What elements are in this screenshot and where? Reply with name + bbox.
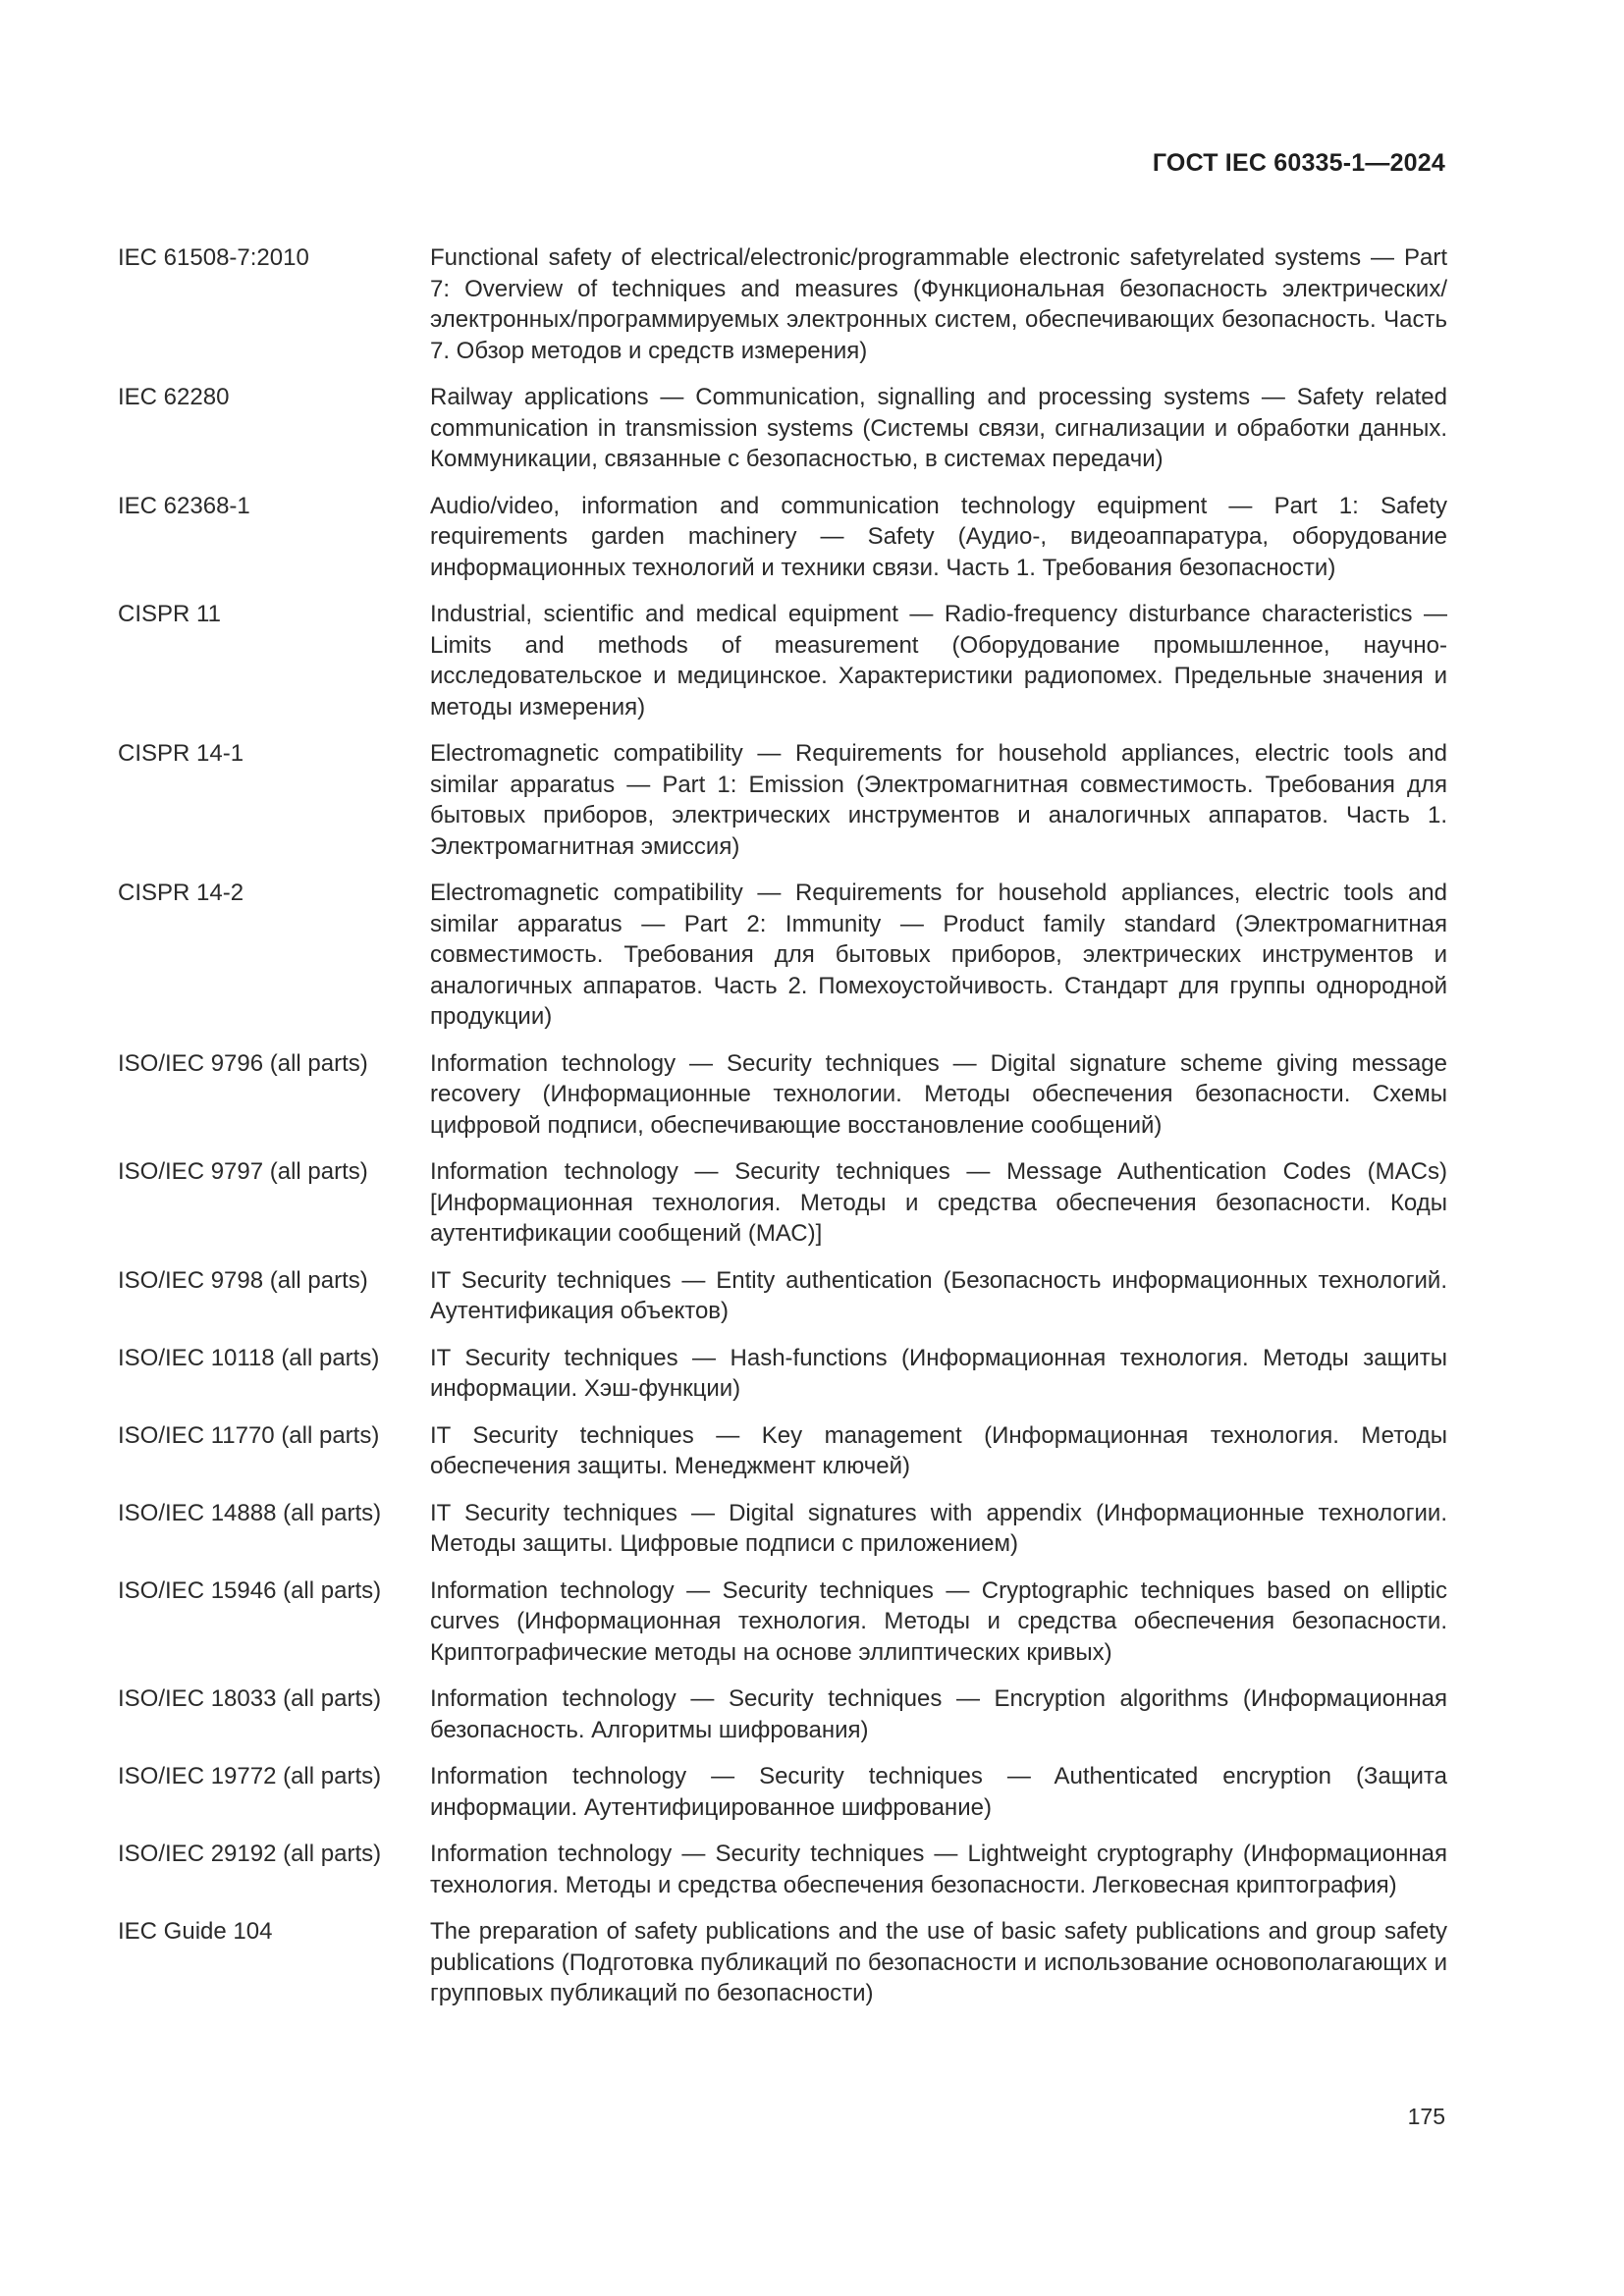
- reference-entry: [118, 1683, 1447, 1745]
- reference-code: CISPR 11: [118, 601, 221, 627]
- document-header: ГОСТ IEC 60335-1—2024: [1152, 149, 1445, 177]
- reference-code: ISO/IEC 29192 (all parts): [118, 1841, 382, 1867]
- reference-code: ISO/IEC 11770 (all parts): [118, 1421, 380, 1449]
- reference-code: ISO/IEC 9798 (all parts): [118, 1266, 368, 1294]
- reference-entry: [118, 242, 1447, 366]
- reference-code: ISO/IEC 9796 (all parts): [118, 1049, 368, 1077]
- reference-description: Information technology — Security techniques — Message Authentication Codes (MACs) [Информационная технология. Методы и средства обеспечения безопасности. Коды аутентификации сообщений (МАС)]: [430, 1158, 1447, 1247]
- reference-entry: [118, 1761, 1447, 1823]
- reference-code: IEC Guide 104: [118, 1918, 273, 1945]
- reference-code: IEC 62368-1: [118, 492, 250, 519]
- reference-code: CISPR 14-1: [118, 740, 244, 767]
- reference-description: IT Security techniques — Key management (Информационная технология. Методы обеспечения защиты. Менеджмент ключей): [430, 1421, 1447, 1479]
- reference-description: Audio/video, information and communication technology equipment — Part 1: Safety requirements garden machinery — Safety (Аудио-, видеоаппаратура, оборудование информационных технологий и техники связи. Часть 1. Требования безопасности): [430, 492, 1447, 581]
- reference-description: Information technology — Security techniques — Cryptographic techniques based on elliptic curves (Информационная технология. Методы и средства обеспечения безопасности. Криптографические методы на основе эллиптических кривых): [430, 1576, 1447, 1666]
- reference-entry: [118, 599, 1447, 722]
- reference-code: ISO/IEC 10118 (all parts): [118, 1344, 380, 1371]
- bibliography-list: [118, 242, 1447, 2025]
- reference-description: IT Security techniques — Entity authentication (Безопасность информационных технологий. Аутентификация объектов): [430, 1266, 1447, 1324]
- reference-description: Industrial, scientific and medical equipment — Radio-frequency disturbance characteristics — Limits and methods of measurement (Оборудование промышленное, научно-исследовательское и медицинское. Характеристики радиопомех. Предельные значения и методы измерения): [430, 601, 1447, 721]
- reference-entry: [118, 1420, 1447, 1482]
- reference-code: ISO/IEC 19772 (all parts): [118, 1763, 382, 1789]
- reference-code: ISO/IEC 14888 (all parts): [118, 1499, 382, 1526]
- reference-entry: [118, 1343, 1447, 1405]
- reference-code: ISO/IEC 18033 (all parts): [118, 1685, 382, 1712]
- reference-entry: [118, 1498, 1447, 1560]
- reference-entry: [118, 1916, 1447, 2009]
- reference-description: Electromagnetic compatibility — Requirements for household appliances, electric tools and similar apparatus — Part 1: Emission (Электромагнитная совместимость. Требования для бытовых приборов, электрических инструментов и аналогичных аппаратов. Часть 1. Электромагнитная эмиссия): [430, 740, 1447, 860]
- page-number: 175: [1407, 2104, 1445, 2129]
- reference-entry: [118, 1048, 1447, 1142]
- reference-description: Information technology — Security techniques — Digital signature scheme giving message recovery (Информационные технологии. Методы обеспечения безопасности. Схемы цифровой подписи, обеспечивающие восстановление сообщений): [430, 1049, 1447, 1139]
- reference-entry: [118, 491, 1447, 584]
- reference-description: The preparation of safety publications and the use of basic safety publications and group safety publications (Подготовка публикаций по безопасности и использование основополагающих и групповых публикаций по безопасности): [430, 1918, 1447, 2006]
- reference-code: CISPR 14-2: [118, 880, 244, 906]
- reference-description: Information technology — Security techniques — Lightweight cryptography (Информационная технология. Методы и средства обеспечения безопасности. Легковесная криптография): [430, 1841, 1447, 1898]
- reference-entry: [118, 1839, 1447, 1900]
- reference-entry: [118, 382, 1447, 475]
- reference-description: Information technology — Security techniques — Encryption algorithms (Информационная безопасность. Алгоритмы шифрования): [430, 1685, 1447, 1743]
- reference-description: IT Security techniques — Digital signatures with appendix (Информационные технологии. Методы защиты. Цифровые подписи с приложением): [430, 1499, 1447, 1557]
- reference-entry: [118, 1156, 1447, 1250]
- reference-description: Electromagnetic compatibility — Requirements for household appliances, electric tools and similar apparatus — Part 2: Immunity — Product family standard (Электромагнитная совместимость. Требования для бытовых приборов, электрических инструментов и аналогичных аппаратов. Часть 2. Помехоустойчивость. Стандарт для группы однородной продукции): [430, 880, 1447, 1030]
- reference-code: ISO/IEC 15946 (all parts): [118, 1576, 382, 1604]
- reference-description: Information technology — Security techniques — Authenticated encryption (Защита информации. Аутентифицированное шифрование): [430, 1763, 1447, 1821]
- reference-code: ISO/IEC 9797 (all parts): [118, 1158, 368, 1185]
- reference-entry: [118, 1265, 1447, 1327]
- reference-entry: [118, 738, 1447, 862]
- reference-entry: [118, 878, 1447, 1033]
- reference-entry: [118, 1575, 1447, 1669]
- reference-description: Functional safety of electrical/electronic/programmable electronic safetyrelated systems — Part 7: Overview of techniques and measures (Функциональная безопасность электрических/электронных/программируемых электронных систем, обеспечивающих безопасность. Часть 7. Обзор методов и средств измерения): [430, 244, 1447, 364]
- reference-code: IEC 61508-7:2010: [118, 244, 309, 271]
- reference-description: Railway applications — Communication, signalling and processing systems — Safety related communication in transmission systems (Системы связи, сигнализации и обработки данных. Коммуникации, связанные с безопасностью, в системах передачи): [430, 384, 1447, 472]
- reference-description: IT Security techniques — Hash-functions (Информационная технология. Методы защиты информации. Хэш-функции): [430, 1344, 1447, 1402]
- reference-code: IEC 62280: [118, 384, 230, 410]
